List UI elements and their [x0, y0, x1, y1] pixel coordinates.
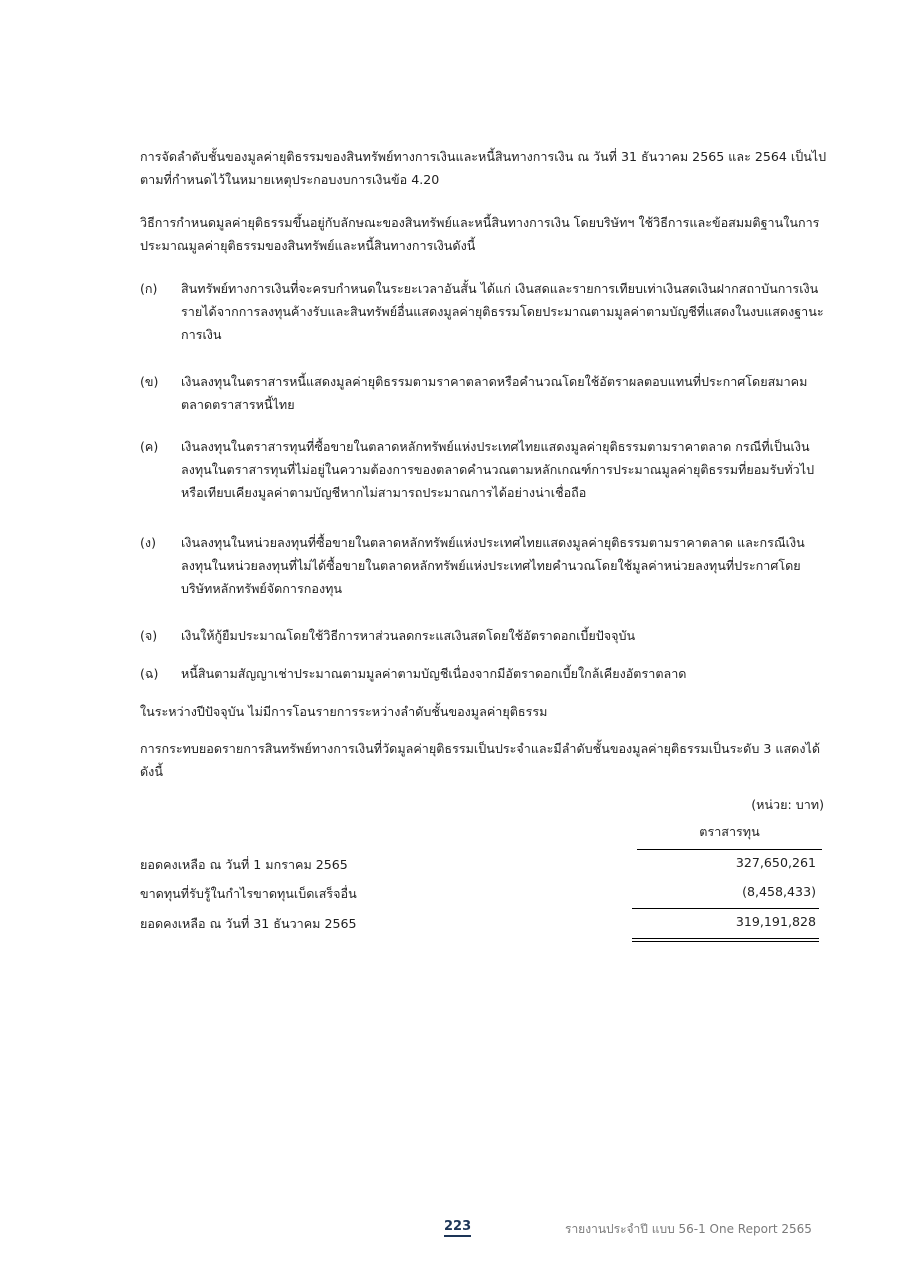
list-item [140, 531, 830, 600]
method-paragraph: วิธีการกำหนดมูลค่ายุติธรรมขึ้นอยู่กับลักษณะของสินทรัพย์และหนี้สินทางการเงิน โดยบริษัทฯ ใช้วิธีการและข้อสมมติฐานในการประมาณมูลค่ายุติธรรมของสินทรัพย์และหนี้สินทางการเงินดังนี้ [140, 215, 820, 253]
no-transfer-paragraph: ในระหว่างปีปัจจุบัน ไม่มีการโอนรายการระหว่างลำดับชั้นของมูลค่ายุติธรรม [140, 704, 548, 719]
table-row-label: ยอดคงเหลือ ณ วันที่ 1 มกราคม 2565 [140, 857, 348, 872]
total-double-rule-top [632, 938, 819, 939]
list-item-label: (จ) [140, 628, 158, 643]
table-row-label: ยอดคงเหลือ ณ วันที่ 31 ธันวาคม 2565 [140, 916, 357, 931]
list-item-text: สินทรัพย์ทางการเงินที่จะครบกำหนดในระยะเวลาอันสั้น ได้แก่ เงินสดและรายการเทียบเท่าเงินสดเงินฝากสถาบันการเงิน รายได้จากการลงทุนค้างรับและสินทรัพย์อื่นแสดงมูลค่ายุติธรรมโดยประมาณตามมูลค่าตามบัญชีที่แสดงในงบแสดงฐานะการเงิน [181, 281, 824, 342]
list-item [140, 435, 830, 504]
list-item [140, 277, 830, 346]
page-number: 223 [444, 1219, 471, 1237]
intro-paragraph: การจัดลำดับชั้นของมูลค่ายุติธรรมของสินทรัพย์ทางการเงินและหนี้สินทางการเงิน ณ วันที่ 31 ธันวาคม 2565 และ 2564 เป็นไปตามที่กำหนดไว้ในหมายเหตุประกอบงบการเงินข้อ 4.20 [140, 149, 827, 187]
list-item-label: (ข) [140, 374, 159, 389]
list-item-text: หนี้สินตามสัญญาเช่าประมาณตามมูลค่าตามบัญชีเนื่องจากมีอัตราดอกเบี้ยใกล้เคียงอัตราตลาด [181, 666, 687, 681]
list-item [140, 624, 830, 647]
total-double-rule-bottom [632, 941, 819, 942]
list-item [140, 662, 830, 685]
reconciliation-paragraph: การกระทบยอดรายการสินทรัพย์ทางการเงินที่วัดมูลค่ายุติธรรมเป็นประจำและมีลำดับชั้นของมูลค่ายุติธรรมเป็นระดับ 3 แสดงได้ดังนี้ [140, 741, 821, 779]
list-item-text: เงินลงทุนในหน่วยลงทุนที่ซื้อขายในตลาดหลักทรัพย์แห่งประเทศไทยแสดงมูลค่ายุติธรรมตามราคาตลาด และกรณีเงินลงทุนในหน่วยลงทุนที่ไม่ได้ซื้อขายในตลาดหลักทรัพย์แห่งประเทศไทยคำนวณโดยใช้มูลค่าหน่วยลงทุนที่ประกาศโดยบริษัทหลักทรัพย์จัดการกองทุน [181, 535, 805, 596]
list-item-text: เงินให้กู้ยืมประมาณโดยใช้วิธีการหาส่วนลดกระแสเงินสดโดยใช้อัตราดอกเบี้ยปัจจุบัน [181, 628, 636, 643]
list-item [140, 370, 830, 416]
list-item-label: (ก) [140, 281, 158, 296]
list-item-label: (ค) [140, 439, 159, 454]
table-row-value: 327,650,261 [735, 855, 816, 870]
subtotal-rule [632, 908, 819, 909]
column-header: ตราสารทุน [699, 824, 760, 839]
list-item-text: เงินลงทุนในตราสารทุนที่ซื้อขายในตลาดหลักทรัพย์แห่งประเทศไทยแสดงมูลค่ายุติธรรมตามราคาตลาด กรณีที่เป็นเงินลงทุนในตราสารทุนที่ไม่อยู่ในความต้องการของตลาดคำนวณตามหลักเกณฑ์การประมาณมูลค่ายุติธรรมที่ยอมรับทั่วไปหรือเทียบเคียงมูลค่าตามบัญชีหากไม่สามารถประมาณการได้อย่างน่าเชื่อถือ [181, 439, 815, 500]
list-item-text: เงินลงทุนในตราสารหนี้แสดงมูลค่ายุติธรรมตามราคาตลาดหรือคำนวณโดยใช้อัตราผลตอบแทนที่ประกาศโดยสมาคมตลาดตราสารหนี้ไทย [181, 374, 808, 412]
table-row-value: 319,191,828 [735, 914, 816, 929]
list-item-label: (ฉ) [140, 666, 159, 681]
report-title: รายงานประจำปี แบบ 56-1 One Report 2565 [565, 1222, 812, 1236]
table-row-label: ขาดทุนที่รับรู้ในกำไรขาดทุนเบ็ดเสร็จอื่น [140, 886, 357, 901]
list-item-label: (ง) [140, 535, 156, 550]
unit-label: (หน่วย: บาท) [751, 797, 824, 812]
table-row-value: (8,458,433) [742, 884, 816, 899]
header-rule [637, 849, 822, 850]
